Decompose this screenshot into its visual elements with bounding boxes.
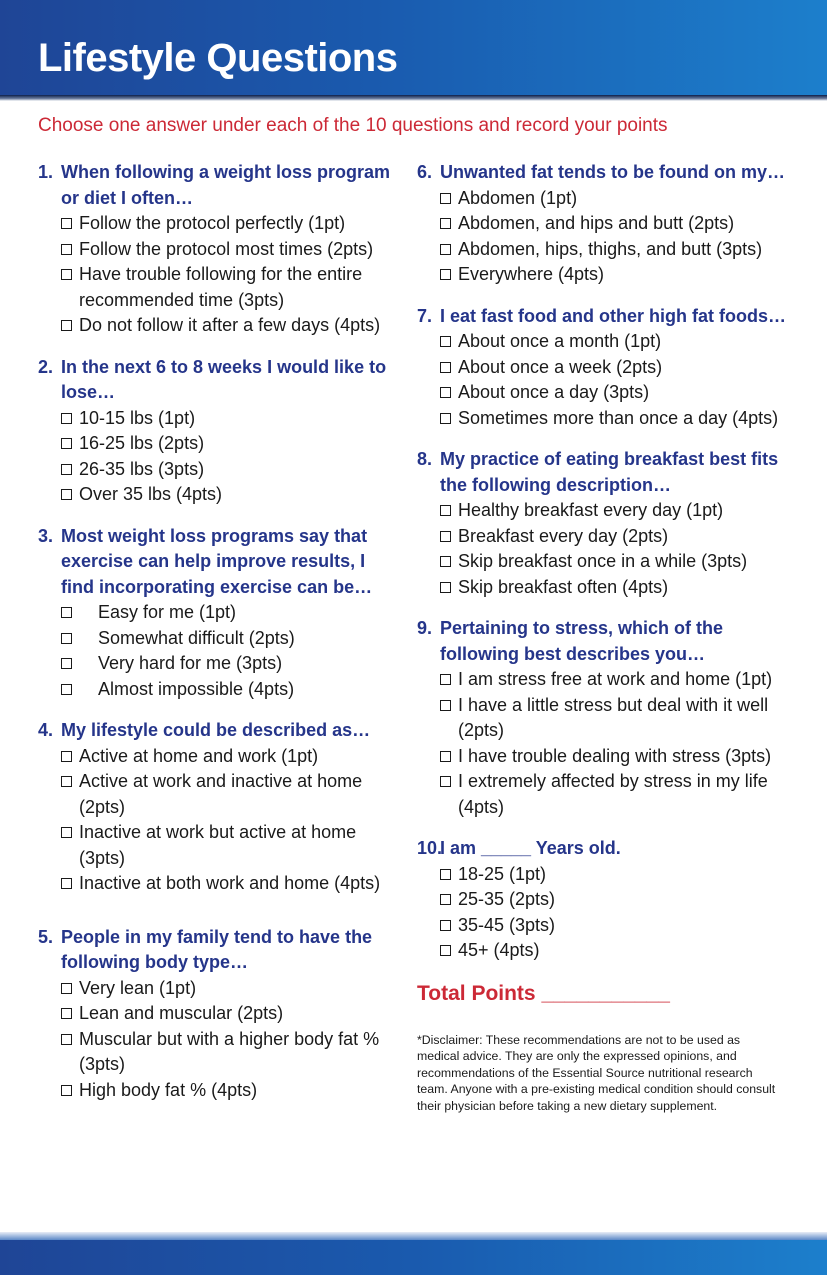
checkbox-icon[interactable] [440, 413, 451, 424]
answer-option[interactable] [61, 820, 398, 871]
answer-option[interactable] [61, 651, 398, 677]
answer-option[interactable] [61, 677, 398, 703]
question-text: I eat fast food and other high fat foods… [440, 305, 786, 326]
footer-banner [0, 1232, 827, 1275]
answer-option[interactable] [440, 498, 797, 524]
checkbox-icon[interactable] [440, 193, 451, 204]
question-2 [38, 355, 398, 508]
answer-option-label: 10-15 lbs (1pt) [79, 407, 196, 428]
answer-option[interactable] [440, 667, 797, 693]
question-text: Pertaining to stress, which of the following best describes you… [440, 618, 724, 664]
checkbox-icon[interactable] [440, 244, 451, 255]
checkbox-icon[interactable] [61, 633, 72, 644]
checkbox-icon[interactable] [440, 556, 451, 567]
answer-option-label: Abdomen, hips, thighs, and butt (3pts) [458, 238, 763, 259]
question-number: 3. [38, 525, 54, 546]
answer-option[interactable] [440, 406, 797, 432]
question-heading [38, 355, 398, 406]
checkbox-icon[interactable] [61, 1034, 72, 1045]
answer-option-label: High body fat % (4pts) [79, 1079, 258, 1100]
checkbox-icon[interactable] [440, 336, 451, 347]
answer-option[interactable] [440, 355, 797, 381]
checkbox-icon[interactable] [61, 983, 72, 994]
checkbox-icon[interactable] [61, 320, 72, 331]
answer-option[interactable] [61, 262, 398, 313]
question-5 [38, 925, 398, 1104]
checkbox-icon[interactable] [61, 878, 72, 889]
checkbox-icon[interactable] [61, 244, 72, 255]
answer-option[interactable] [440, 862, 797, 888]
question-text: My practice of eating breakfast best fits the following description… [440, 449, 779, 495]
checkbox-icon[interactable] [440, 751, 451, 762]
question-heading [38, 524, 398, 601]
checkbox-icon[interactable] [61, 413, 72, 424]
answer-option-label: 25-35 (2pts) [458, 889, 556, 909]
answer-option[interactable] [440, 262, 797, 288]
question-6 [417, 160, 797, 288]
answer-option[interactable] [440, 186, 797, 212]
checkbox-icon[interactable] [61, 1085, 72, 1096]
checkbox-icon[interactable] [440, 674, 451, 685]
checkbox-icon[interactable] [61, 827, 72, 838]
question-heading [417, 304, 797, 330]
answer-option-label: About once a week (2pts) [458, 356, 663, 377]
answer-option[interactable] [440, 549, 797, 575]
question-number: 8. [417, 449, 433, 469]
answer-option-label: 18-25 (1pt) [458, 863, 547, 884]
answer-option[interactable] [61, 1078, 398, 1104]
answer-option-label: Do not follow it after a few days (4pts) [79, 315, 381, 335]
checkbox-icon[interactable] [440, 945, 451, 956]
checkbox-icon[interactable] [440, 700, 451, 711]
checkbox-icon[interactable] [440, 869, 451, 880]
answer-option[interactable] [61, 871, 398, 897]
checkbox-icon[interactable] [61, 684, 72, 695]
answer-option[interactable] [440, 769, 797, 820]
answer-option-label: Lean and muscular (2pts) [79, 1003, 284, 1023]
answer-option-label: Healthy breakfast every day (1pt) [458, 500, 724, 520]
question-number: 6. [417, 162, 433, 182]
answer-option-label: Inactive at both work and home (4pts) [79, 873, 381, 893]
answer-option[interactable] [440, 913, 797, 939]
answer-option-label: Inactive at work but active at home (3pts) [79, 822, 357, 868]
disclaimer: *Disclaimer: These recommendations are not to be used as medical advice. They are only the expressed opinions, and recommendations of the Essential Source nutritional research team. Anyone with a pre-existing medical condition should consult their physician before taking a new dietary supplement. [417, 1032, 776, 1113]
question-text: My lifestyle could be described as… [61, 720, 371, 740]
question-number: 1. [38, 162, 54, 182]
answer-option-label: Skip breakfast often (4pts) [458, 576, 669, 597]
question-text: Unwanted fat tends to be found on my… [440, 162, 785, 182]
question-4 [38, 718, 398, 897]
answer-option-label: Abdomen (1pt) [458, 187, 578, 208]
answer-option[interactable] [440, 380, 797, 406]
page-title: Lifestyle Questions [38, 36, 398, 80]
instructions: Choose one answer under each of the 10 questions and record your points [38, 115, 668, 136]
answer-option[interactable] [440, 887, 797, 913]
question-heading [38, 718, 398, 744]
answer-option-label: Somewhat difficult (2pts) [98, 627, 295, 648]
answer-option-label: Almost impossible (4pts) [98, 678, 295, 699]
answer-option[interactable] [61, 406, 398, 432]
answer-option-label: I extremely affected by stress in my life (4pts) [458, 771, 768, 817]
answer-option-label: Have trouble following for the entire recommended time (3pts) [79, 264, 363, 310]
answer-option-label: Easy for me (1pt) [98, 602, 237, 622]
answer-option[interactable] [61, 744, 398, 770]
answer-option-label: Very lean (1pt) [79, 977, 197, 998]
question-number: 5. [38, 926, 54, 947]
answer-option[interactable] [61, 431, 398, 457]
answer-option[interactable] [440, 575, 797, 601]
checkbox-icon[interactable] [61, 658, 72, 669]
checkbox-icon[interactable] [440, 387, 451, 398]
checkbox-icon[interactable] [440, 269, 451, 280]
answer-option[interactable] [61, 600, 398, 626]
answer-option[interactable] [61, 769, 398, 820]
answer-option-label: Over 35 lbs (4pts) [79, 484, 223, 504]
answer-option-label: I am stress free at work and home (1pt) [458, 669, 773, 689]
answer-option-label: Everywhere (4pts) [458, 264, 605, 284]
question-number: 9. [417, 618, 433, 638]
question-9 [417, 616, 797, 820]
question-8 [417, 447, 797, 600]
answer-option[interactable] [61, 1001, 398, 1027]
answer-option[interactable] [440, 211, 797, 237]
header-shadow [0, 95, 827, 101]
checkbox-icon[interactable] [440, 894, 451, 905]
checkbox-icon[interactable] [61, 1008, 72, 1019]
answer-option-label: Active at work and inactive at home (2pts) [79, 771, 363, 817]
answer-option[interactable] [61, 1027, 398, 1078]
answer-option-label: Sometimes more than once a day (4pts) [458, 407, 779, 428]
answer-option[interactable] [440, 693, 797, 744]
question-heading [417, 616, 797, 667]
checkbox-icon[interactable] [61, 607, 72, 618]
answer-option[interactable] [61, 626, 398, 652]
left-column [38, 160, 398, 1119]
answer-option[interactable] [61, 976, 398, 1002]
question-text: When following a weight loss program or diet I often… [61, 162, 391, 208]
answer-option-label: 35-45 (3pts) [458, 914, 556, 935]
checkbox-icon[interactable] [61, 489, 72, 500]
question-number: 7. [417, 305, 433, 326]
answer-option-label: 45+ (4pts) [458, 940, 540, 960]
question-text: People in my family tend to have the following body type… [61, 926, 373, 972]
checkbox-icon[interactable] [61, 438, 72, 449]
question-heading [38, 925, 398, 976]
answer-option[interactable] [61, 457, 398, 483]
question-heading [417, 160, 797, 186]
answer-option-label: Follow the protocol perfectly (1pt) [79, 213, 346, 233]
checkbox-icon[interactable] [61, 464, 72, 475]
answer-option-label: Muscular but with a higher body fat % (3pts) [79, 1028, 380, 1074]
question-3 [38, 524, 398, 703]
question-number: 2. [38, 356, 54, 377]
answer-option-label: Very hard for me (3pts) [98, 653, 283, 673]
answer-option[interactable] [61, 211, 398, 237]
answer-option-label: About once a month (1pt) [458, 331, 662, 351]
answer-option-label: 26-35 lbs (3pts) [79, 458, 205, 479]
total-points-field[interactable]: Total Points ___________ [417, 981, 670, 1005]
answer-option-label: I have trouble dealing with stress (3pts) [458, 745, 772, 766]
checkbox-icon[interactable] [440, 505, 451, 516]
answer-option-label: Active at home and work (1pt) [79, 745, 319, 766]
right-column [417, 160, 797, 1114]
checkbox-icon[interactable] [440, 582, 451, 593]
answer-option-label: 16-25 lbs (2pts) [79, 433, 205, 453]
question-text: I am _____ Years old. [440, 838, 621, 858]
answer-option[interactable] [61, 482, 398, 508]
checkbox-icon[interactable] [440, 218, 451, 229]
answer-option-label: I have a little stress but deal with it well (2pts) [458, 694, 769, 740]
answer-option-label: Breakfast every day (2pts) [458, 525, 669, 546]
question-10 [417, 836, 797, 964]
answer-option[interactable] [440, 237, 797, 263]
checkbox-icon[interactable] [61, 751, 72, 762]
answer-option[interactable] [61, 237, 398, 263]
question-heading [417, 836, 797, 862]
answer-option[interactable] [440, 524, 797, 550]
checkbox-icon[interactable] [440, 362, 451, 373]
checkbox-icon[interactable] [440, 920, 451, 931]
answer-option-label: Skip breakfast once in a while (3pts) [458, 551, 748, 571]
checkbox-icon[interactable] [61, 776, 72, 787]
answer-option[interactable] [440, 744, 797, 770]
answer-option-label: Follow the protocol most times (2pts) [79, 238, 374, 259]
answer-option-label: About once a day (3pts) [458, 382, 650, 402]
checkbox-icon[interactable] [440, 776, 451, 787]
checkbox-icon[interactable] [61, 269, 72, 280]
question-1 [38, 160, 398, 339]
question-heading [417, 447, 797, 498]
question-number: 10. [417, 838, 443, 858]
question-text: In the next 6 to 8 weeks I would like to lose… [61, 356, 387, 402]
answer-option-label: Abdomen, and hips and butt (2pts) [458, 213, 735, 233]
answer-option[interactable] [61, 313, 398, 339]
answer-option[interactable] [440, 329, 797, 355]
answer-option[interactable] [440, 938, 797, 964]
question-number: 4. [38, 720, 54, 740]
checkbox-icon[interactable] [440, 531, 451, 542]
question-7 [417, 304, 797, 432]
question-text: Most weight loss programs say that exercise can help improve results, I find incorporating exercise can be… [61, 525, 373, 597]
question-heading [38, 160, 398, 211]
checkbox-icon[interactable] [61, 218, 72, 229]
